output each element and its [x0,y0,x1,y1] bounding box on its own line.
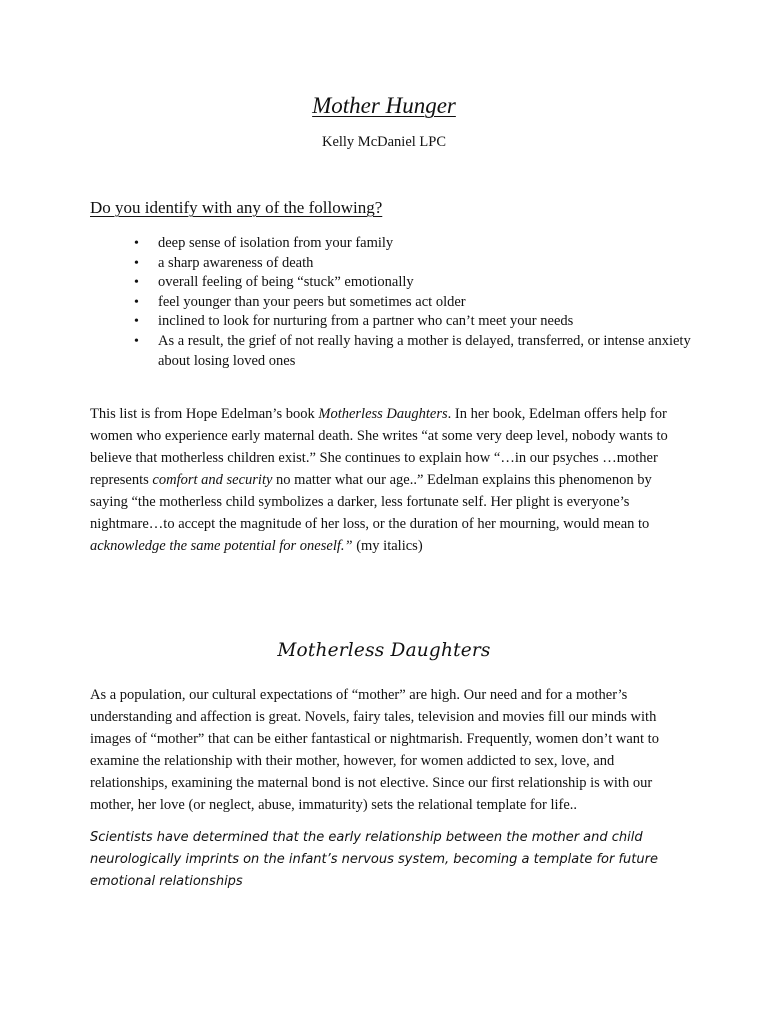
list-item-text: overall feeling of being “stuck” emotionally [158,274,414,291]
question-heading: Do you identify with any of the following? [90,198,383,217]
bullet-icon: • [134,333,139,349]
list-item [134,273,694,293]
section-heading: Motherless Daughters [277,640,491,661]
bullet-icon: • [134,294,139,310]
list-item-text: inclined to look for nurturing from a partner who can’t meet your needs [158,313,574,330]
emphasis-acknowledge: acknowledge the same potential for oneself.” [90,538,353,554]
bullet-icon: • [134,255,139,271]
scientists-paragraph: Scientists have determined that the early relationship between the mother and child neurologically imprints on the infant’s nervous system, becoming a template for future emotional relationships [90,830,658,889]
document-title: Mother Hunger [312,93,456,118]
emphasis-comfort: comfort and security [152,472,273,488]
para1-text-2: . In her book, Edelman offers help for women who experience early maternal death. She writes “at some very deep level, nobody wants to believe that motherless children exist.” She continues to explain how “…in our psyches …mother represents [90,406,668,488]
edelman-paragraph [90,403,690,557]
list-item [134,293,694,313]
symptom-list [134,234,694,371]
list-item-text: a sharp awareness of death [158,254,314,271]
book-title: Motherless Daughters [318,406,448,422]
bullet-icon: • [134,275,139,291]
bullet-icon: • [134,314,139,330]
list-item [134,312,694,332]
list-item-text: As a result, the grief of not really having a mother is delayed, transferred, or intense anxiety about losing loved ones [158,332,691,369]
para1-text-4: (my italics) [352,538,423,554]
document-author: Kelly McDaniel LPC [321,134,447,150]
list-item [134,234,694,254]
list-item [134,332,694,371]
list-item [134,254,694,274]
bullet-icon: • [134,236,139,251]
list-item-text: feel younger than your peers but sometimes act older [158,293,466,310]
para1-text-1: This list is from Hope Edelman’s book [90,406,319,422]
list-item-text: deep sense of isolation from your family [158,235,394,251]
population-paragraph: As a population, our cultural expectations of “mother” are high. Our need and for a mother’s understanding and affection is great. Novels, fairy tales, television and movies fill our minds with images of “mother” that can be either fantastical or nightmarish. Frequently, women don’t want to examine the relationship with their mother, however, for women addicted to sex, love, and relationships, examining the maternal bond is not elective. Since our first relationship is with our mother, her love (or neglect, abuse, immaturity) sets the relational template for life.. [90,687,659,813]
para1-text-3: no matter what our age..” Edelman explains this phenomenon by saying “the motherless child symbolizes a darker, less fortunate self. Her plight is everyone’s nightmare…to accept the magnitude of her loss, or the duration of her mourning, would mean to [90,472,652,532]
